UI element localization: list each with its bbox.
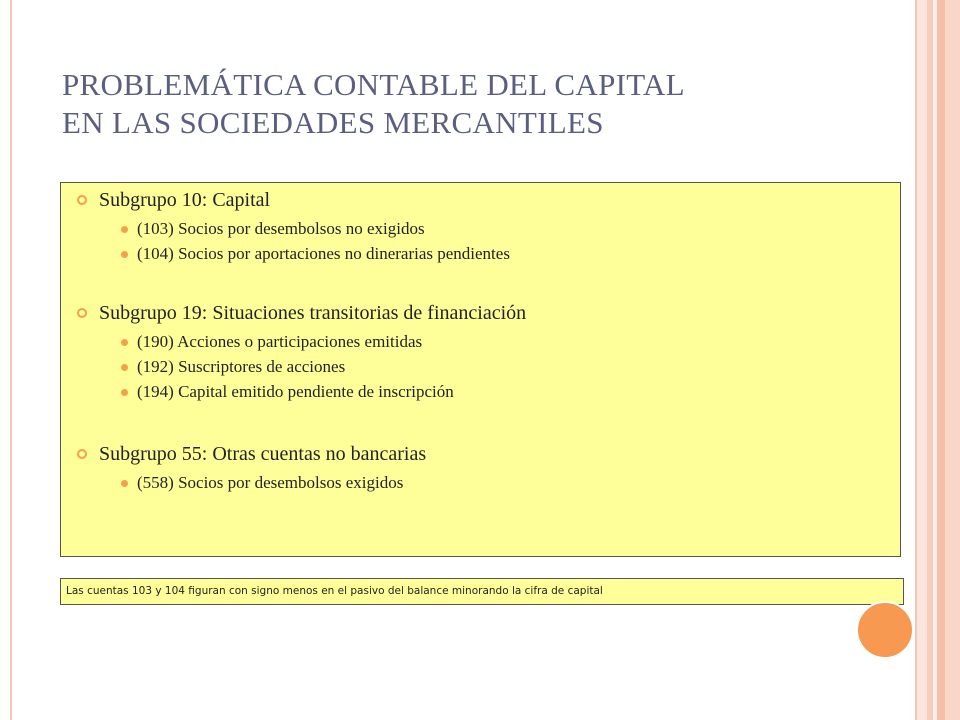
dot-bullet-icon — [121, 364, 128, 371]
item-list — [75, 330, 885, 404]
dot-bullet-icon — [121, 480, 128, 487]
group-subgrupo-10 — [75, 187, 885, 267]
group-subgrupo-19 — [75, 300, 885, 405]
group-heading — [75, 300, 885, 326]
dot-bullet-icon — [121, 339, 128, 346]
list-item-text: (103) Socios por desembolsos no exigidos — [137, 219, 425, 238]
list-item — [75, 355, 885, 379]
list-item — [75, 471, 885, 495]
list-item-text: (558) Socios por desembolsos exigidos — [137, 473, 404, 492]
decorative-band — [945, 0, 960, 720]
decorative-band — [917, 0, 927, 720]
group-heading-text: Subgrupo 19: Situaciones transitorias de financiación — [99, 302, 527, 324]
item-list — [75, 217, 885, 266]
orange-circle-decoration — [856, 601, 914, 659]
footnote-text: Las cuentas 103 y 104 figuran con signo menos en el pasivo del balance minorando la cifra de capital — [66, 585, 603, 597]
list-item — [75, 330, 885, 354]
ring-bullet-icon — [77, 308, 87, 318]
group-subgrupo-55 — [75, 441, 885, 496]
dot-bullet-icon — [121, 226, 128, 233]
slide-title — [62, 66, 882, 142]
list-item — [75, 217, 885, 241]
slide-title-line-1: PROBLEMÁTICA CONTABLE DEL CAPITAL — [62, 67, 685, 102]
list-item-text: (190) Acciones o participaciones emitidas — [137, 332, 423, 351]
ring-bullet-icon — [77, 449, 87, 459]
group-heading-text: Subgrupo 55: Otras cuentas no bancarias — [99, 443, 427, 465]
ring-bullet-icon — [77, 195, 87, 205]
list-item — [75, 380, 885, 404]
group-heading-text: Subgrupo 10: Capital — [99, 189, 271, 211]
footnote-box — [60, 578, 904, 605]
item-list — [75, 471, 885, 495]
list-item-text: (192) Suscriptores de acciones — [137, 357, 346, 376]
group-heading — [75, 441, 885, 467]
list-item — [75, 242, 885, 266]
group-heading — [75, 187, 885, 213]
dot-bullet-icon — [121, 251, 128, 258]
slide-title-line-2: EN LAS SOCIEDADES MERCANTILES — [62, 105, 604, 140]
dot-bullet-icon — [121, 389, 128, 396]
list-item-text: (104) Socios por aportaciones no dinerarias pendientes — [137, 244, 510, 263]
content-box — [60, 182, 901, 557]
decorative-band — [937, 0, 945, 720]
list-item-text: (194) Capital emitido pendiente de inscripción — [137, 382, 454, 401]
